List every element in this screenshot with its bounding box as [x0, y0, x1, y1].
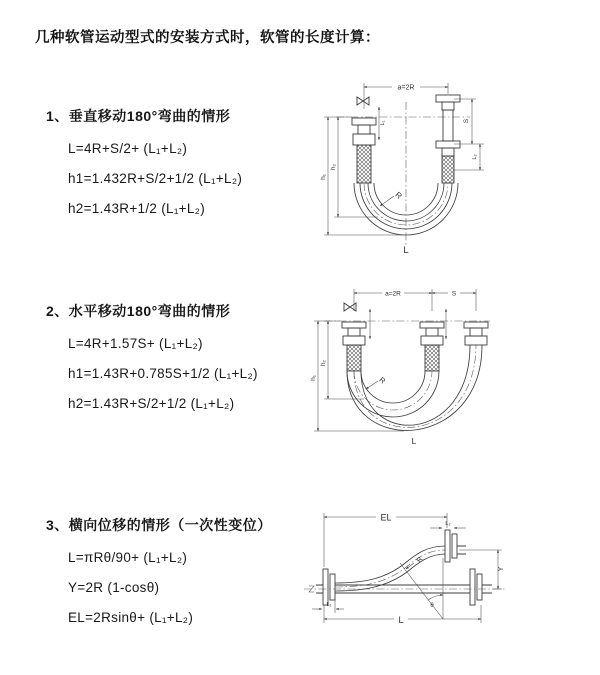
length-label: L: [398, 615, 404, 625]
formula-line: h1=1.43R+0.785S+1/2 (L₁+L₂): [68, 366, 258, 381]
formula-line: h2=1.43R+S/2+1/2 (L₁+L₂): [68, 396, 235, 411]
dim-label-s: S: [463, 118, 470, 124]
dim-label-l1: L₁: [326, 602, 332, 608]
length-label: L: [411, 436, 417, 446]
diagram-vertical-180-bend: [306, 74, 598, 258]
hose-s-curve: [335, 546, 445, 591]
section-2: [46, 301, 258, 421]
dim-label-y: Y: [498, 566, 505, 572]
dim-label-h1: h₁: [310, 375, 317, 381]
formula-line: EL=2Rsinθ+ (L₁+L₂): [68, 610, 194, 625]
dim-label-h2: h₂: [320, 359, 327, 367]
section-1: [46, 106, 242, 226]
formula-line: h2=1.43R+1/2 (L₁+L₂): [68, 201, 206, 216]
formula-line: h1=1.432R+S/2+1/2 (L₁+L₂): [68, 171, 243, 186]
braided-hose-section: [357, 145, 371, 183]
center-pipe-fitting: [420, 322, 444, 371]
formula-line: L=4R+1.57S+ (L₁+L₂): [68, 336, 203, 351]
section-3-heading: 3、横向位移的情形（一次性变位）: [46, 517, 272, 533]
formula-line: L=4R+S/2+ (L₁+L₂): [68, 141, 188, 156]
formula-line: Y=2R (1-cosθ): [68, 580, 160, 595]
radius-label: R: [393, 190, 404, 201]
left-pipe-fitting: [352, 118, 376, 183]
dim-label-l2: L₂: [472, 154, 478, 160]
radius-label: R: [377, 375, 388, 386]
angle-label: θ: [430, 603, 434, 609]
left-flange: [316, 569, 335, 605]
right-pipe-fitting: [464, 322, 488, 345]
dim-label-h1: h₁: [320, 174, 327, 180]
section-1-heading: 1、垂直移动180°弯曲的情形: [46, 108, 231, 124]
dim-label-a2r: a=2R: [397, 84, 415, 92]
valve-icon: [357, 97, 369, 105]
braided-hose-section: [347, 345, 361, 371]
right-flange: [470, 569, 492, 605]
hose-u-bends: [347, 345, 482, 430]
diagram-horizontal-180-bend: [304, 281, 592, 451]
section-3: [46, 515, 272, 635]
page-title: 几种软管运动型式的安装方式时，软管的长度计算：: [35, 30, 380, 46]
length-label: L: [403, 245, 409, 256]
braided-hose-section: [442, 156, 454, 183]
braided-hose-section: [425, 345, 439, 371]
dim-label-l2: L₂: [445, 521, 451, 527]
dim-label-a2r: a=2R: [385, 290, 401, 298]
dim-label-el: EL: [380, 512, 392, 523]
dim-label-h2: h₂: [330, 163, 337, 171]
left-pipe-fitting: [342, 322, 366, 371]
diagram-lateral-displacement: [296, 501, 600, 643]
section-2-heading: 2、水平移动180°弯曲的情形: [46, 303, 231, 319]
dim-label-s: S: [451, 290, 457, 298]
radius-label: R: [415, 555, 425, 565]
dim-label-l1: L₁: [380, 120, 386, 126]
displaced-flange: [445, 530, 466, 562]
formula-line: L=πRθ/90+ (L₁+L₂): [68, 550, 188, 565]
